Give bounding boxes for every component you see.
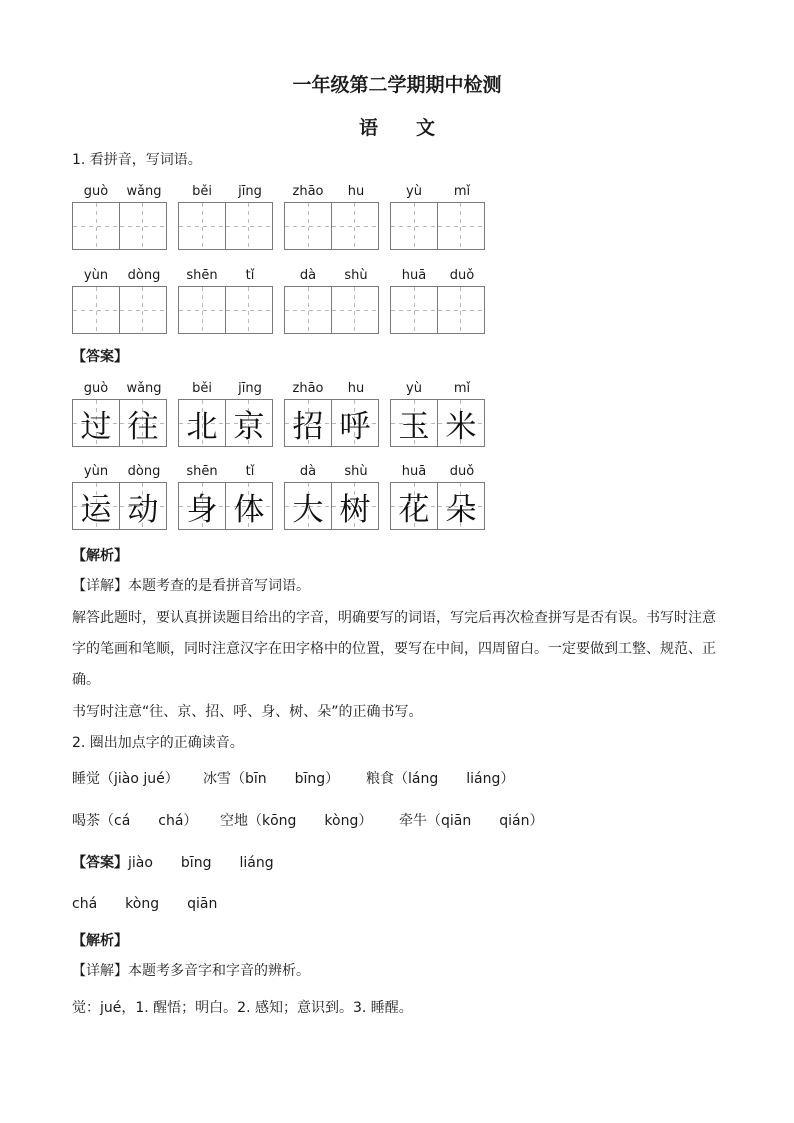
answer-word-grid — [390, 482, 485, 530]
tianzige-cell-blank[interactable] — [226, 286, 273, 334]
q2-item-0 — [72, 769, 179, 789]
tianzige-cell-filled — [284, 482, 332, 530]
pinyin-label: yù — [406, 381, 422, 396]
q2-item-5 — [399, 811, 543, 831]
blank-word-grid — [284, 202, 379, 250]
tianzige-cell-filled — [72, 399, 120, 447]
pinyin-label: tǐ — [245, 464, 255, 479]
answer-character: 呼 — [339, 408, 371, 445]
q2-jue-definition: 觉：jué，1. 醒悟；明白。2. 感知；意识到。3. 睡醒。 — [72, 1000, 413, 1016]
q2-options: （bīn bīng） — [231, 771, 340, 787]
pinyin-label: wǎng — [126, 381, 162, 396]
q2-detail: 【详解】本题考多音字和字音的辨析。 — [72, 963, 310, 979]
answer-word-grid — [72, 482, 167, 530]
tianzige-cell-blank[interactable] — [120, 202, 167, 250]
pinyin-label: shēn — [186, 464, 218, 479]
q2-item-3 — [72, 811, 197, 831]
tianzige-cell-blank[interactable] — [226, 202, 273, 250]
tianzige-cell-filled — [284, 399, 332, 447]
q1-analysis-tag: 【解析】 — [72, 548, 128, 564]
tianzige-cell-blank[interactable] — [284, 286, 332, 334]
pinyin-label: wǎng — [126, 184, 162, 199]
blank-word-grid — [178, 202, 273, 250]
pinyin-label: mǐ — [453, 381, 471, 396]
pinyin-label: dà — [299, 268, 317, 283]
pinyin-label: shù — [344, 268, 368, 283]
q1-para2: 书写时注意“往、京、招、呼、身、树、朵”的正确书写。 — [72, 704, 423, 720]
q2-word: 粮食 — [366, 771, 394, 787]
answer-character: 树 — [339, 491, 371, 528]
tianzige-cell-filled — [178, 399, 226, 447]
tianzige-cell-filled — [226, 399, 273, 447]
answer-character: 身 — [186, 491, 218, 528]
q1-para1-line2: 字的笔画和笔顺，同时注意汉字在田字格中的位置，要写在中间，四周留白。一定要做到工整、规范、正 — [72, 641, 716, 657]
answer-character: 朵 — [445, 491, 477, 528]
tianzige-cell-blank[interactable] — [72, 286, 120, 334]
answer-character: 过 — [80, 408, 112, 445]
tianzige-cell-blank[interactable] — [120, 286, 167, 334]
answer-character: 往 — [127, 408, 159, 445]
tianzige-cell-filled — [390, 482, 438, 530]
pinyin-label: duǒ — [449, 464, 475, 479]
answer-word-grid — [284, 399, 379, 447]
pinyin-label: huā — [401, 268, 427, 283]
tianzige-cell-blank[interactable] — [438, 202, 485, 250]
tianzige-cell-blank[interactable] — [332, 286, 379, 334]
pinyin-label: hu — [347, 381, 365, 396]
pinyin-label: yùn — [83, 268, 109, 283]
answer-word-grid — [284, 482, 379, 530]
q2-options: （láng liáng） — [394, 771, 515, 787]
answer-character: 动 — [127, 491, 159, 528]
pinyin-label: huā — [401, 464, 427, 479]
q2-options: （kōng kòng） — [248, 813, 373, 829]
q2-answer-line1: jiào bīng liáng — [128, 855, 274, 871]
blank-word-grid — [284, 286, 379, 334]
tianzige-cell-filled — [390, 399, 438, 447]
q2-word: 睡觉 — [72, 771, 100, 787]
pinyin-label: shēn — [186, 268, 218, 283]
pinyin-label: dòng — [127, 464, 161, 479]
q2-options: （cá chá） — [100, 813, 198, 829]
q2-word: 牵牛 — [399, 813, 427, 829]
pinyin-label: guò — [83, 381, 109, 396]
answer-character: 玉 — [398, 408, 430, 445]
pinyin-label: mǐ — [453, 184, 471, 199]
pinyin-label: zhāo — [292, 381, 324, 396]
answer-character: 运 — [80, 491, 112, 528]
q2-analysis-tag: 【解析】 — [72, 933, 128, 949]
q2-answer-line2: chá kòng qiān — [72, 896, 218, 912]
pinyin-label: duǒ — [449, 268, 475, 283]
answer-character: 京 — [233, 408, 265, 445]
tianzige-cell-blank[interactable] — [390, 286, 438, 334]
tianzige-cell-filled — [178, 482, 226, 530]
tianzige-cell-filled — [438, 482, 485, 530]
answer-character: 米 — [445, 408, 477, 445]
pinyin-label: dà — [299, 464, 317, 479]
tianzige-cell-filled — [226, 482, 273, 530]
answer-character: 北 — [186, 408, 218, 445]
tianzige-cell-filled — [332, 482, 379, 530]
tianzige-cell-filled — [438, 399, 485, 447]
pinyin-label: běi — [192, 184, 212, 199]
q2-answer-tag: 【答案】 — [72, 855, 128, 871]
q2-word: 空地 — [220, 813, 248, 829]
answer-word-grid — [72, 399, 167, 447]
pinyin-label: běi — [192, 381, 212, 396]
answer-word-grid — [390, 399, 485, 447]
blank-word-grid — [72, 286, 167, 334]
tianzige-cell-blank[interactable] — [284, 202, 332, 250]
tianzige-cell-blank[interactable] — [332, 202, 379, 250]
tianzige-cell-filled — [120, 399, 167, 447]
answer-character: 招 — [292, 408, 324, 445]
pinyin-label: dòng — [127, 268, 161, 283]
pinyin-label: jīng — [238, 381, 262, 396]
pinyin-label: zhāo — [292, 184, 324, 199]
tianzige-cell-filled — [120, 482, 167, 530]
blank-word-grid — [178, 286, 273, 334]
q2-answer — [72, 853, 274, 873]
answer-character: 大 — [292, 491, 324, 528]
answer-character: 花 — [398, 491, 430, 528]
q1-answer-tag: 【答案】 — [72, 349, 128, 365]
pinyin-label: yù — [406, 184, 422, 199]
answer-word-grid — [178, 399, 273, 447]
q2-word: 喝茶 — [72, 813, 100, 829]
q2-word: 冰雪 — [203, 771, 231, 787]
q2-item-2 — [366, 769, 514, 789]
q2-prompt: 2. 圈出加点字的正确读音。 — [72, 735, 244, 751]
pinyin-label: hu — [347, 184, 365, 199]
pinyin-label: jīng — [238, 184, 262, 199]
q2-options: （qiān qián） — [427, 813, 544, 829]
pinyin-label: tǐ — [245, 268, 255, 283]
blank-word-grid — [390, 202, 485, 250]
answer-word-grid — [178, 482, 273, 530]
blank-word-grid — [72, 202, 167, 250]
tianzige-cell-blank[interactable] — [178, 202, 226, 250]
tianzige-cell-blank[interactable] — [178, 286, 226, 334]
tianzige-cell-blank[interactable] — [390, 202, 438, 250]
q1-detail: 【详解】本题考查的是看拼音写词语。 — [72, 578, 310, 594]
tianzige-cell-blank[interactable] — [438, 286, 485, 334]
pinyin-label: shù — [344, 464, 368, 479]
q2-options: （jiào jué） — [100, 771, 179, 787]
q1-para1-line3: 确。 — [72, 672, 100, 688]
pinyin-label: guò — [83, 184, 109, 199]
page-title: 一年级第二学期期中检测 — [292, 74, 502, 96]
tianzige-cell-blank[interactable] — [72, 202, 120, 250]
q1-prompt: 1. 看拼音，写词语。 — [72, 152, 202, 168]
page-subtitle: 语 文 — [358, 117, 435, 139]
q2-item-1 — [203, 769, 339, 789]
q1-para1-line1: 解答此题时，要认真拼读题目给出的字音，明确要写的词语，写完后再次检查拼写是否有误。书写时注意 — [72, 610, 716, 626]
tianzige-cell-filled — [332, 399, 379, 447]
blank-word-grid — [390, 286, 485, 334]
q2-item-4 — [220, 811, 372, 831]
answer-character: 体 — [233, 491, 265, 528]
tianzige-cell-filled — [72, 482, 120, 530]
pinyin-label: yùn — [83, 464, 109, 479]
